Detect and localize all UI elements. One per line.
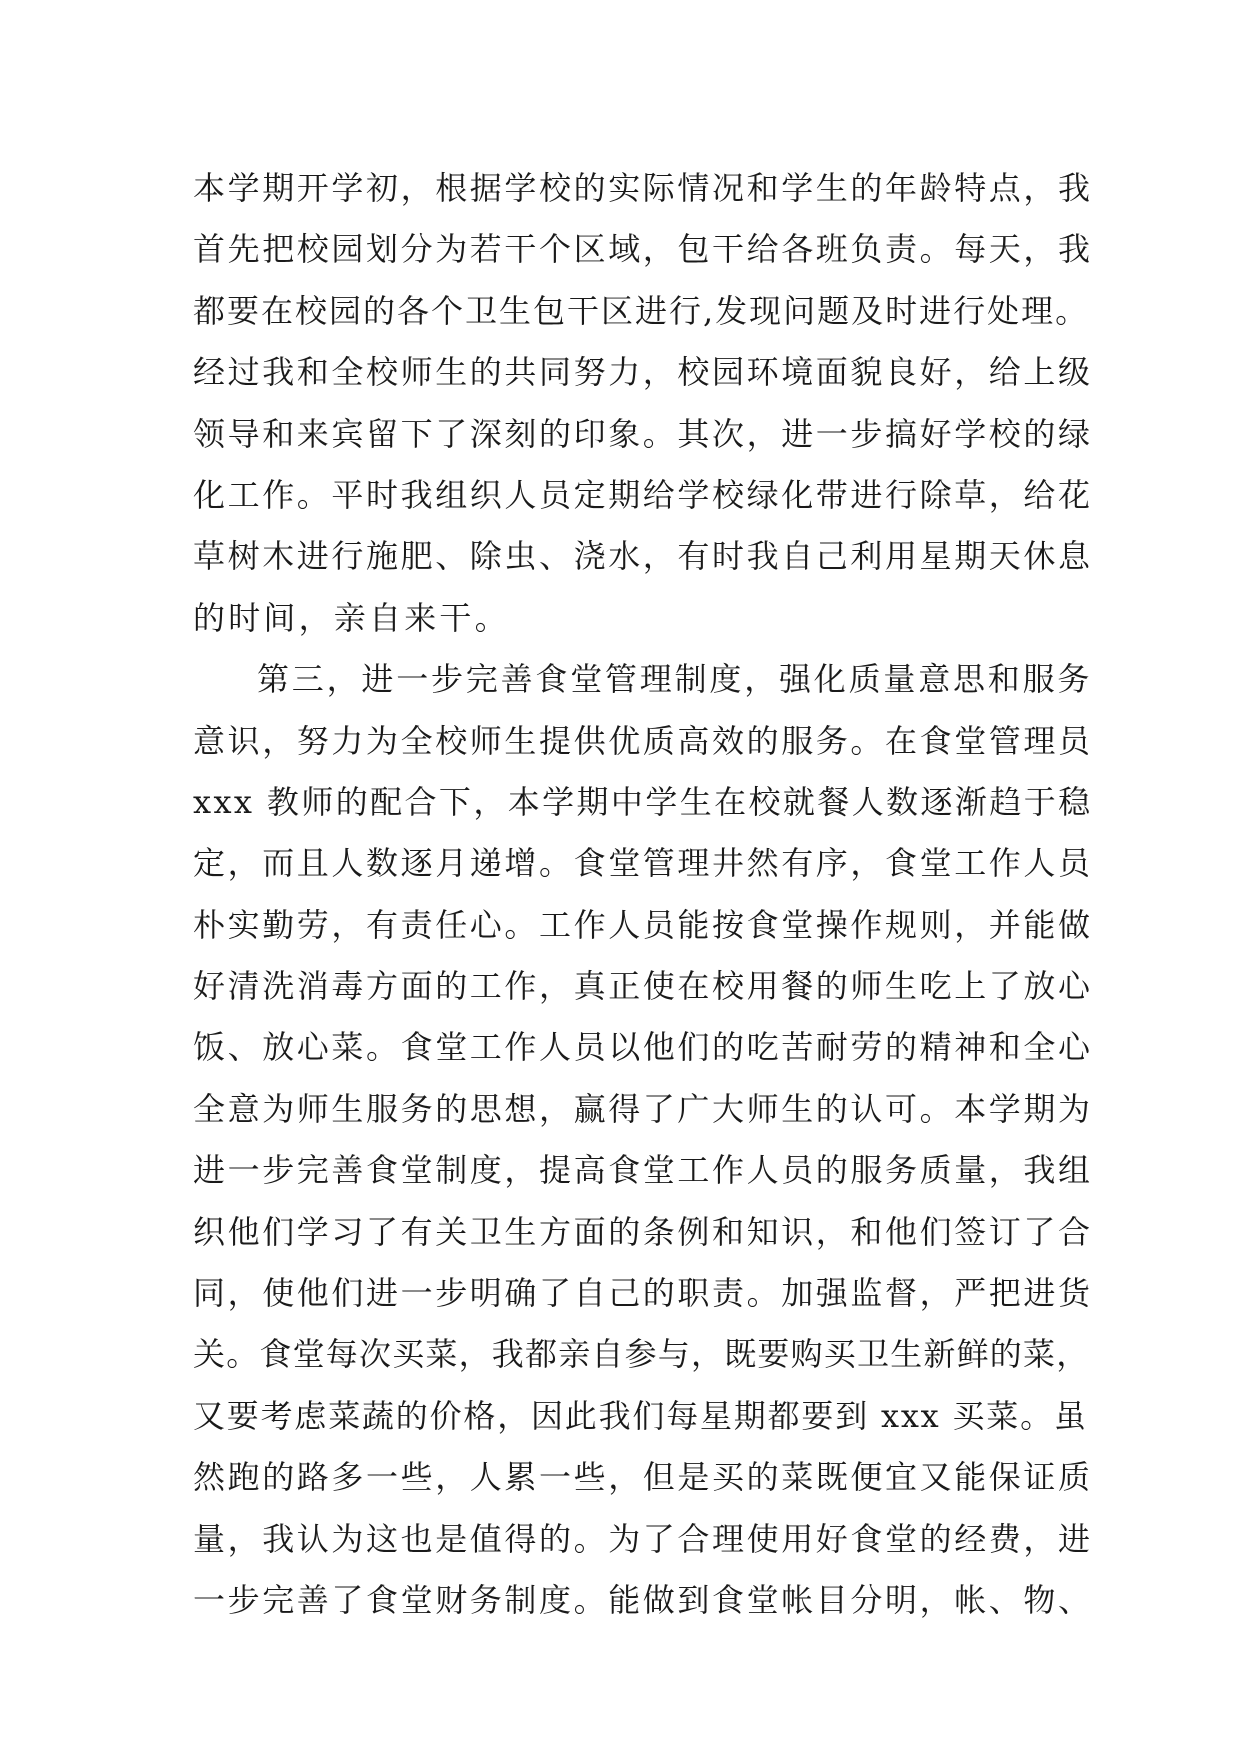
text-line: 一步完善了食堂财务制度。能做到食堂帐目分明，帐、物、 [193, 1580, 1093, 1619]
text-line: 然跑的路多一些，人累一些，但是买的菜既便宜又能保证质 [193, 1458, 1093, 1497]
body-text [193, 158, 1093, 1631]
text-line: 化工作。平时我组织人员定期给学校绿化带进行除草，给花 [193, 475, 1093, 514]
text-line: 又要考虑菜蔬的价格，因此我们每星期都要到 xxx 买菜。虽 [193, 1396, 1088, 1435]
text-line: 的时间，亲自来干。 [193, 598, 510, 637]
text-line: 定，而且人数逐月递增。食堂管理井然有序，食堂工作人员 [193, 844, 1093, 883]
text-line: 饭、放心菜。食堂工作人员以他们的吃苦耐劳的精神和全心 [193, 1028, 1093, 1067]
text-line: 关。食堂每次买菜，我都亲自参与，既要购买卫生新鲜的菜， [193, 1335, 1090, 1374]
text-line: 全意为师生服务的思想，赢得了广大师生的认可。本学期为 [193, 1089, 1093, 1128]
text-line: 好清洗消毒方面的工作，真正使在校用餐的师生吃上了放心 [193, 967, 1093, 1006]
text-line: 都要在校园的各个卫生包干区进行,发现问题及时进行处理。 [193, 291, 1090, 330]
text-line: 织他们学习了有关卫生方面的条例和知识，和他们签订了合 [193, 1212, 1093, 1251]
text-line: 进一步完善食堂制度，提高食堂工作人员的服务质量，我组 [193, 1151, 1093, 1190]
text-line: 本学期开学初，根据学校的实际情况和学生的年龄特点，我 [193, 169, 1093, 207]
text-line: 朴实勤劳，有责任心。工作人员能按食堂操作规则，并能做 [193, 905, 1093, 944]
text-line: 意识，努力为全校师生提供优质高效的服务。在食堂管理员 [193, 721, 1093, 760]
text-line: 草树木进行施肥、除虫、浇水，有时我自己利用星期天休息 [193, 537, 1093, 576]
text-line: 同，使他们进一步明确了自己的职责。加强监督，严把进货 [193, 1274, 1093, 1313]
text-line: 领导和来宾留下了深刻的印象。其次，进一步搞好学校的绿 [193, 414, 1093, 453]
text-line: 首先把校园划分为若干个区域，包干给各班负责。每天，我 [193, 230, 1093, 269]
paragraph-start-line: 第三，进一步完善食堂管理制度，强化质量意思和服务 [257, 660, 1093, 699]
text-line: xxx 教师的配合下，本学期中学生在校就餐人数逐渐趋于稳 [193, 782, 1093, 821]
text-line: 经过我和全校师生的共同努力，校园环境面貌良好，给上级 [193, 353, 1093, 392]
text-line: 量，我认为这也是值得的。为了合理使用好食堂的经费，进 [193, 1519, 1093, 1558]
